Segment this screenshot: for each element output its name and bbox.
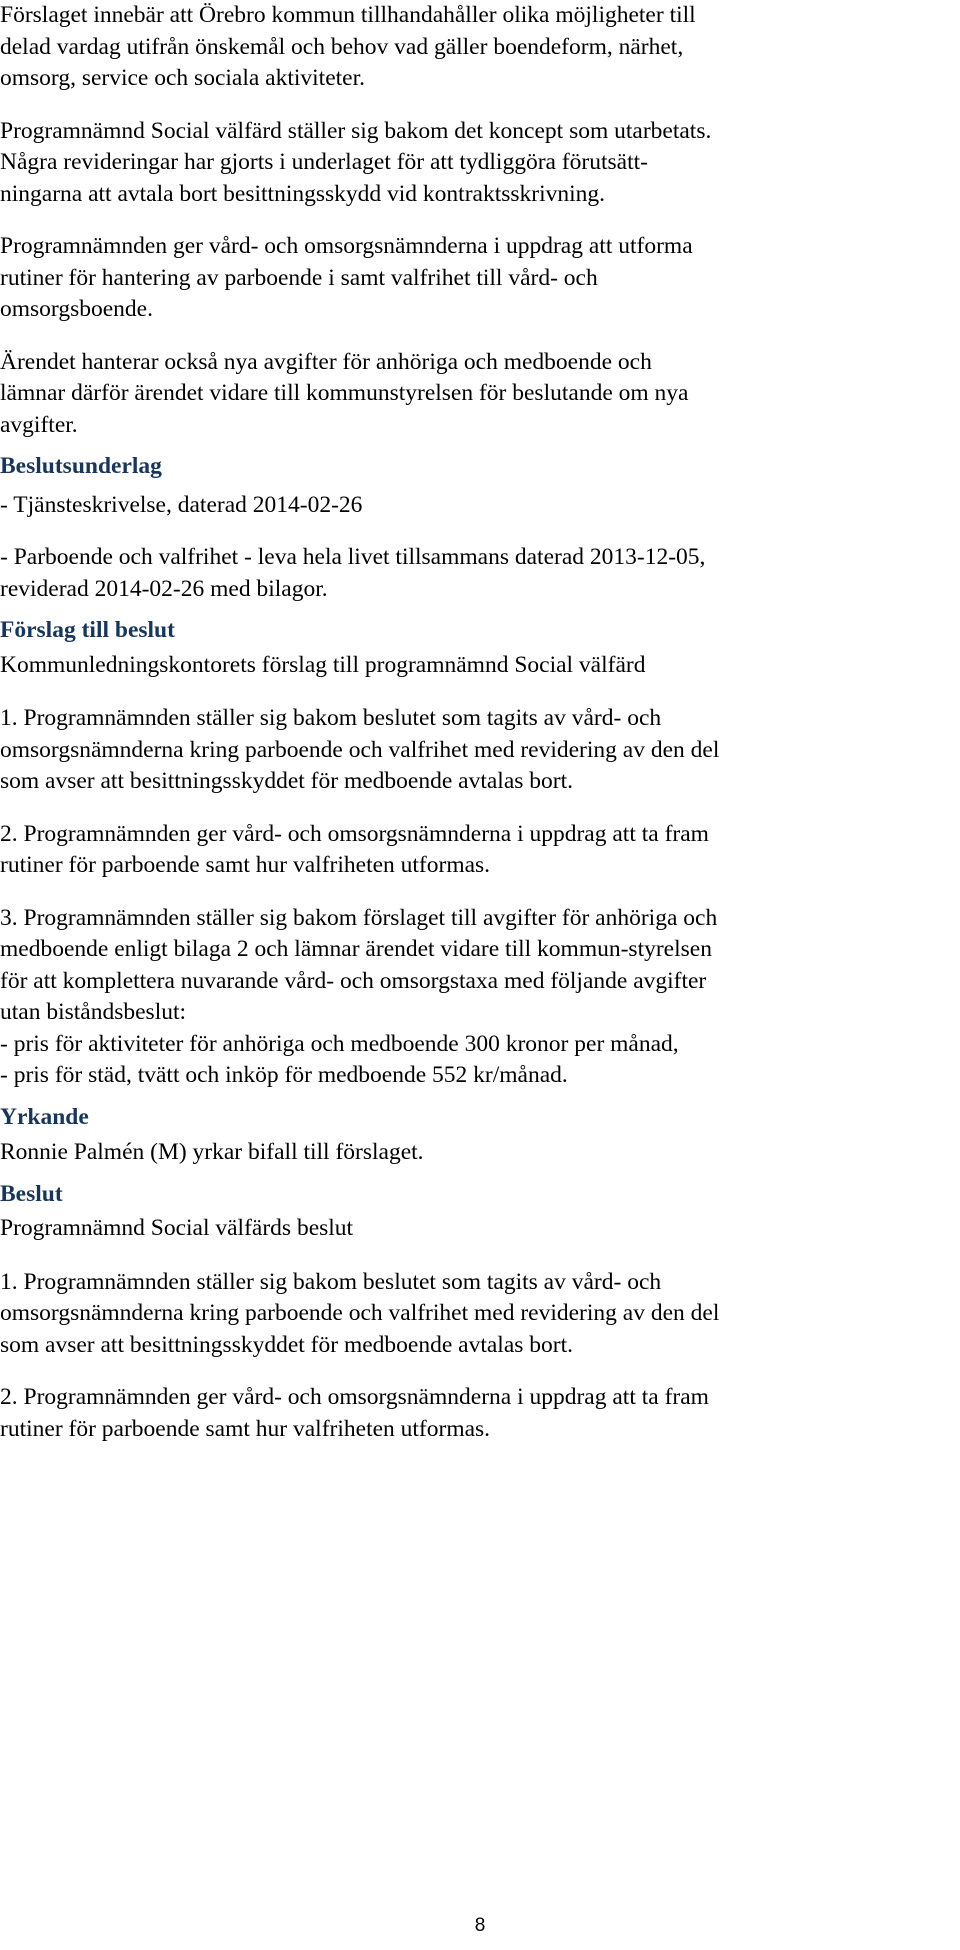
forslag-intro: Kommunledningskontorets förslag till programnämnd Social välfärd xyxy=(0,651,646,678)
beslutsunderlag-item: - Tjänsteskrivelse, daterad 2014-02-26 xyxy=(0,491,363,518)
forslag-heading: Förslag till beslut xyxy=(0,617,175,643)
assignment-paragraph: Programnämnden ger vård- och omsorgsnämnderna i uppdrag att utforma rutiner för hantering av parboende i samt valfrihet till vård- och omsorgsboende. xyxy=(0,233,693,322)
concept-paragraph: Programnämnd Social välfärd ställer sig bakom det koncept som utarbetats. xyxy=(0,117,712,144)
beslut-item: 2. Programnämnden ger vård- och omsorgsnämnderna i uppdrag att ta fram rutiner för parboende samt hur valfriheten utformas. xyxy=(0,1384,709,1442)
page-number: 8 xyxy=(474,1915,486,1936)
forslag-item: 2. Programnämnden ger vård- och omsorgsnämnderna i uppdrag att ta fram rutiner för parboende samt hur valfriheten utformas. xyxy=(0,820,709,878)
yrkande-text: Ronnie Palmén (M) yrkar bifall till förslaget. xyxy=(0,1139,424,1165)
intro-paragraph: Förslaget innebär att Örebro kommun tillhandahåller olika möjligheter till delad vardag utifrån önskemål och behov vad gäller boendeform, närhet, omsorg, service och sociala aktiviteter. xyxy=(0,2,696,91)
beslutsunderlag-heading: Beslutsunderlag xyxy=(0,453,162,479)
yrkande-heading: Yrkande xyxy=(0,1103,89,1130)
beslut-heading: Beslut xyxy=(0,1180,63,1207)
beslut-intro: Programnämnd Social välfärds beslut xyxy=(0,1215,354,1241)
forslag-item: 3. Programnämnden ställer sig bakom förslaget till avgifter för anhöriga och medboende enligt bilaga 2 och lämnar ärendet vidare till kommun-styrelsen för att komplettera nuvarande vård- och omsorgstaxa med följande avgifter utan biståndsbeslut: - pris för aktiviteter för anhöriga och medboende 300 kronor per månad, - pris för städ, tvätt och inköp för medboende 552 kr/månad. xyxy=(0,904,718,1088)
fees-paragraph: Ärendet hanterar också nya avgifter för anhöriga och medboende och lämnar därför ärendet vidare till kommunstyrelsen för beslutande om nya avgifter. xyxy=(0,348,689,438)
revisions-paragraph: Några revideringar har gjorts i underlaget för att tydliggöra förutsätt- ningarna att avtala bort besittningsskydd vid kontraktsskrivning. xyxy=(0,149,648,207)
beslut-item: 1. Programnämnden ställer sig bakom beslutet som tagits av vård- och omsorgsnämnderna kring parboende och valfrihet med revidering av den del som avser att besittningsskyddet för medboende avtalas bort. xyxy=(0,1268,720,1358)
beslutsunderlag-item: - Parboende och valfrihet - leva hela livet tillsammans daterad 2013-12-05, reviderad 2014-02-26 med bilagor. xyxy=(0,544,706,602)
forslag-item: 1. Programnämnden ställer sig bakom beslutet som tagits av vård- och omsorgsnämnderna kring parboende och valfrihet med revidering av den del som avser att besittningsskyddet för medboende avtalas bort. xyxy=(0,705,720,794)
